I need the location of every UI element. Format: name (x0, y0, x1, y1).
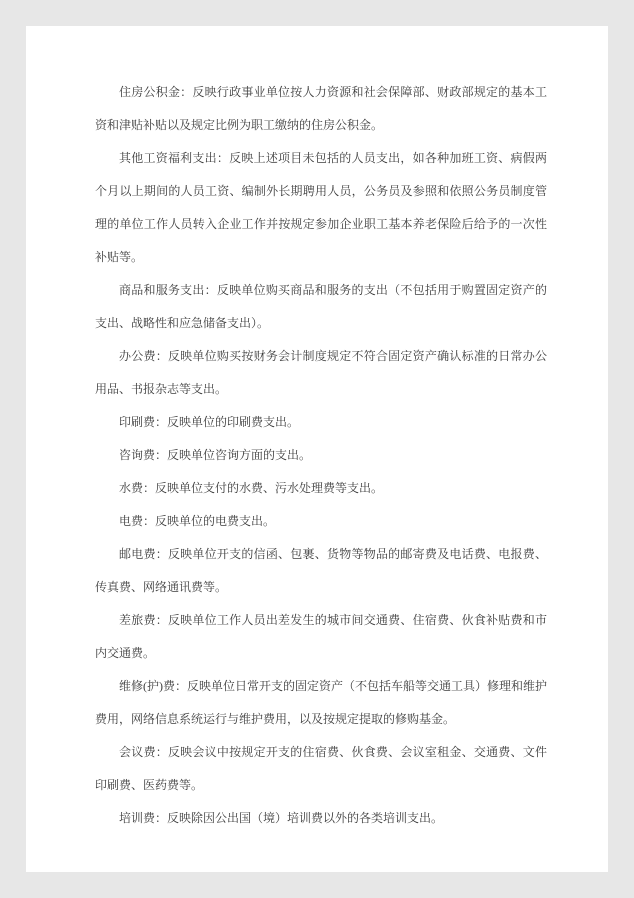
document-page (26, 26, 608, 872)
paragraph-electricity-expense: 电费：反映单位的电费支出。 (119, 514, 276, 528)
paragraph-travel-expense: 差旅费：反映单位工作人员出差发生的城市间交通费、住宿费、伙食补贴费和市内交通费。 (95, 613, 547, 660)
paragraph-consulting-expense: 咨询费：反映单位咨询方面的支出。 (119, 448, 312, 462)
paragraph-goods-and-services-expense: 商品和服务支出：反映单位购买商品和服务的支出（不包括用于购置固定资产的支出、战略性和应急储备支出）。 (95, 283, 547, 330)
paragraph-housing-provident-fund: 住房公积金：反映行政事业单位按人力资源和社会保障部、财政部规定的基本工资和津贴补贴以及规定比例为职工缴纳的住房公积金。 (95, 85, 547, 132)
paragraph-maintenance-expense: 维修(护)费：反映单位日常开支的固定资产（不包括车船等交通工具）修理和维护费用，网络信息系统运行与维护费用，以及按规定提取的修购基金。 (95, 679, 547, 726)
paragraph-meeting-expense: 会议费：反映会议中按规定开支的住宿费、伙食费、会议室租金、交通费、文件印刷费、医药费等。 (95, 745, 547, 792)
paragraph-office-expense: 办公费：反映单位购买按财务会计制度规定不符合固定资产确认标准的日常办公用品、书报杂志等支出。 (95, 349, 547, 396)
document-content (95, 76, 547, 835)
paragraph-water-expense: 水费：反映单位支付的水费、污水处理费等支出。 (119, 481, 384, 495)
paragraph-other-wage-welfare-expense: 其他工资福利支出：反映上述项目未包括的人员支出，如各种加班工资、病假两个月以上期间的人员工资、编制外长期聘用人员，公务员及参照和依照公务员制度管理的单位工作人员转入企业工作并按规定参加企业职工基本养老保险后给予的一次性补贴等。 (95, 151, 547, 264)
paragraph-printing-expense: 印刷费：反映单位的印刷费支出。 (119, 415, 300, 429)
paragraph-training-expense: 培训费：反映除因公出国（境）培训费以外的各类培训支出。 (119, 811, 444, 825)
paragraph-postal-telecom-expense: 邮电费：反映单位开支的信函、包裹、货物等物品的邮寄费及电话费、电报费、传真费、网络通讯费等。 (95, 547, 547, 594)
